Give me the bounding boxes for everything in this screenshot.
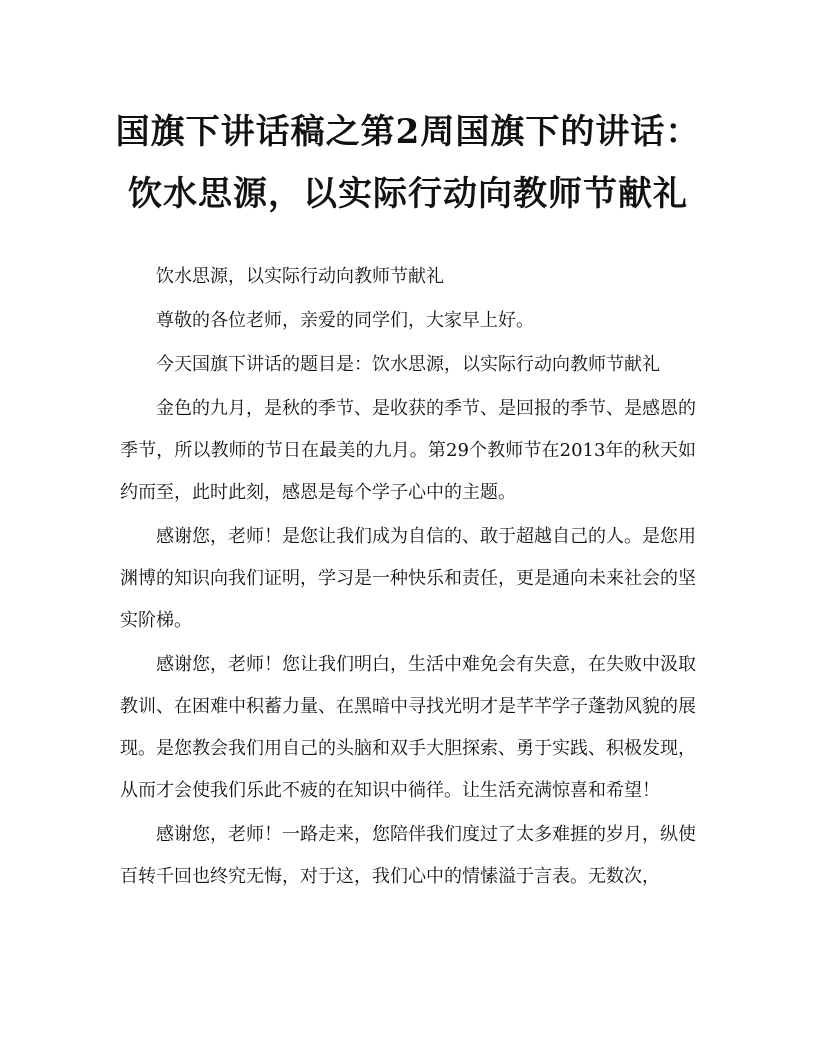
- paragraph-greeting: 尊敬的各位老师，亲爱的同学们，大家早上好。: [156, 310, 534, 331]
- paragraph-september: 金色的九月，是秋的季节、是收获的季节、是回报的季节、是感恩的季节，所以教师的节日在最美的九月。第29个教师节在2013年的秋天如约而至，此时此刻，感恩是每个学子心中的主题。: [120, 398, 696, 503]
- paragraph-topic: 今天国旗下讲话的题目是：饮水思源，以实际行动向教师节献礼: [156, 354, 660, 375]
- paragraph-thanks-1: 感谢您，老师！是您让我们成为自信的、敢于超越自己的人。是您用渊博的知识向我们证明，学习是一种快乐和责任，更是通向未来社会的坚实阶梯。: [120, 526, 696, 631]
- paragraph-subtitle: 饮水思源，以实际行动向教师节献礼: [156, 266, 444, 287]
- document-title-line-1: 国旗下讲话稿之第2周国旗下的讲话：: [115, 112, 701, 152]
- document-body: [120, 262, 696, 906]
- paragraph-thanks-2: 感谢您，老师！您让我们明白，生活中难免会有失意，在失败中汲取教训、在困难中积蓄力量、在黑暗中寻找光明才是芊芊学子蓬勃风貌的展现。是您教会我们用自己的头脑和双手大胆探索、勇于实践、积极发现，从而才会使我们乐此不疲的在知识中徜徉。让生活充满惊喜和希望！: [120, 654, 696, 801]
- paragraph-thanks-3: 感谢您，老师！一路走来，您陪伴我们度过了太多难捱的岁月，纵使百转千回也终究无悔，对于这，我们心中的情愫溢于言表。无数次，: [120, 824, 696, 887]
- document-title-line-2: 饮水思源，以实际行动向教师节献礼: [128, 174, 688, 214]
